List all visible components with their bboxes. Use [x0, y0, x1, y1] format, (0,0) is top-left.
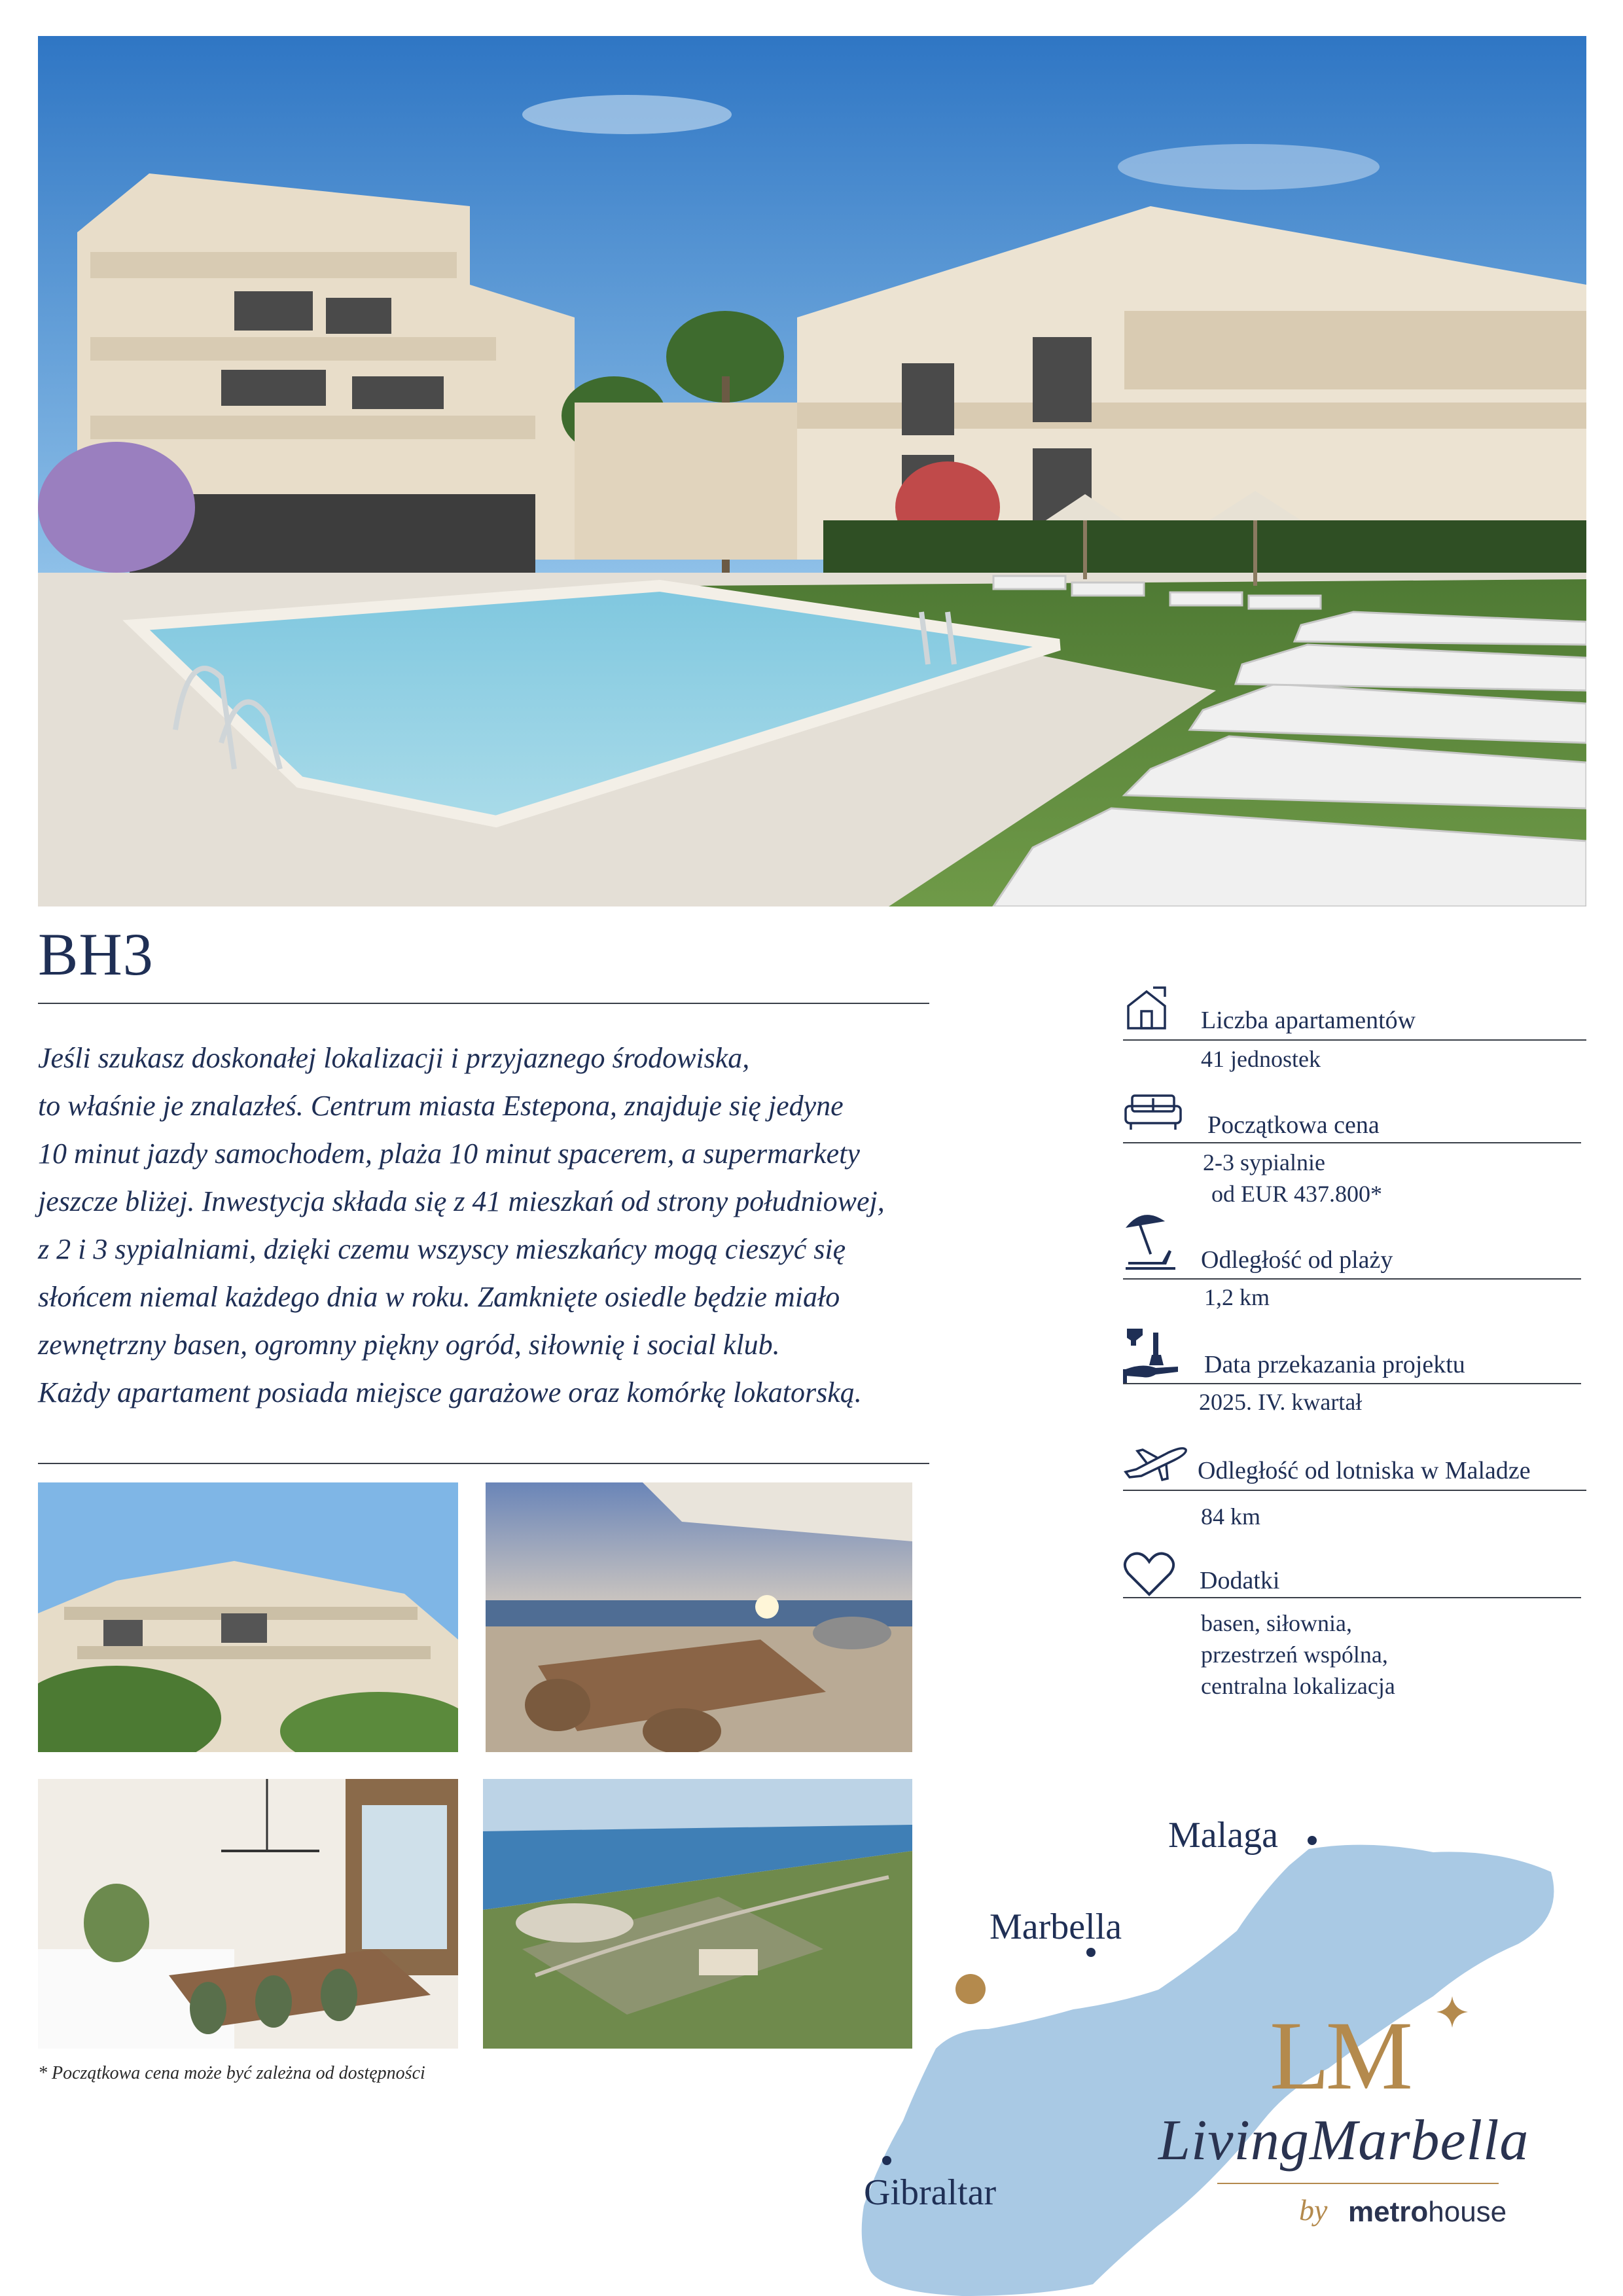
description-divider — [38, 1463, 929, 1464]
logo-script: LivingMarbella — [1158, 2109, 1529, 2172]
spec-value-handover: 2025. IV. kwartał — [1199, 1389, 1363, 1415]
spec-value-price-bedrooms: 2-3 sypialnie — [1203, 1149, 1325, 1175]
spec-value-extras-1: basen, siłownia, — [1201, 1610, 1352, 1636]
spec-label-price: Początkowa cena — [1207, 1111, 1380, 1139]
description-line: zewnętrzny basen, ogromny piękny ogród, siłownię i social klub. — [38, 1329, 780, 1361]
logo-brand — [1348, 2196, 1507, 2229]
logo-by: by — [1299, 2193, 1328, 2227]
footnote: * Początkowa cena może być zależna od dostępności — [38, 2063, 425, 2083]
spec-divider — [1123, 1142, 1581, 1143]
city-dot-malaga — [1308, 1836, 1317, 1845]
heart-icon — [1123, 1551, 1175, 1597]
spec-divider — [1123, 1597, 1581, 1598]
project-description — [38, 1034, 941, 1416]
city-dot-marbella — [1086, 1948, 1096, 1957]
spec-divider — [1123, 1039, 1586, 1041]
logo-star-icon — [1436, 1996, 1468, 2028]
spec-value-extras-3: centralna lokalizacja — [1201, 1673, 1395, 1699]
title-divider — [38, 1003, 929, 1004]
spec-divider — [1123, 1383, 1581, 1384]
city-dot-gibraltar — [882, 2156, 891, 2165]
spec-value-airport: 84 km — [1201, 1503, 1261, 1530]
gallery-photo-interior — [38, 1779, 458, 2049]
spec-label-extras: Dodatki — [1200, 1567, 1280, 1594]
description-line: słońcem niemal każdego dnia w roku. Zamknięte osiedle będzie miało — [38, 1281, 840, 1313]
spec-value-beach: 1,2 km — [1204, 1284, 1270, 1310]
beach-umbrella-icon — [1123, 1210, 1178, 1270]
project-location-dot — [955, 1974, 986, 2004]
spec-value-units: 41 jednostek — [1201, 1046, 1321, 1072]
project-title: BH3 — [38, 921, 154, 988]
description-line: to właśnie je znalazłeś. Centrum miasta Estepona, znajduje się jedyne — [38, 1090, 844, 1122]
map-label-gibraltar: Gibraltar — [864, 2172, 997, 2213]
map-label-malaga: Malaga — [1168, 1815, 1278, 1856]
description-line: 10 minut jazdy samochodem, plaża 10 minut spacerem, a supermarkety — [38, 1138, 860, 1170]
description-line: jeszcze bliżej. Inwestycja składa się z 41 mieszkań od strony południowej, — [38, 1185, 885, 1217]
description-line: Jeśli szukasz doskonałej lokalizacji i przyjaznego środowiska, — [38, 1042, 750, 1074]
spec-value-price-amount: od EUR 437.800* — [1211, 1181, 1382, 1207]
airplane-icon — [1123, 1443, 1188, 1482]
hero-photo — [38, 36, 1586, 906]
description-line: Każdy apartament posiada miejsce garażowe oraz komórkę lokatorską. — [38, 1376, 862, 1408]
description-line: z 2 i 3 sypialniami, dzięki czemu wszyscy mieszkańcy mogą cieszyć się — [38, 1233, 846, 1265]
spec-label-handover: Data przekazania projektu — [1204, 1351, 1465, 1378]
spec-divider — [1123, 1278, 1581, 1280]
spec-value-extras-2: przestrzeń wspólna, — [1201, 1641, 1388, 1668]
logo-brand-regular: house — [1428, 2196, 1507, 2228]
logo-monogram: LM — [1270, 2001, 1409, 2110]
logo-brand-bold: metro — [1348, 2196, 1429, 2228]
key-handover-icon — [1123, 1329, 1182, 1385]
gallery-photo-terrace — [486, 1482, 912, 1752]
spec-divider — [1123, 1490, 1586, 1491]
map-label-marbella: Marbella — [990, 1907, 1122, 1947]
spec-label-airport: Odległość od lotniska w Maladze — [1198, 1457, 1531, 1484]
spec-label-beach: Odległość od plaży — [1201, 1246, 1393, 1274]
gallery-photo-exterior — [38, 1482, 458, 1752]
house-icon — [1123, 985, 1170, 1032]
logo-divider — [1217, 2183, 1499, 2184]
spec-label-units: Liczba apartamentów — [1201, 1007, 1416, 1034]
sofa-icon — [1123, 1092, 1183, 1131]
